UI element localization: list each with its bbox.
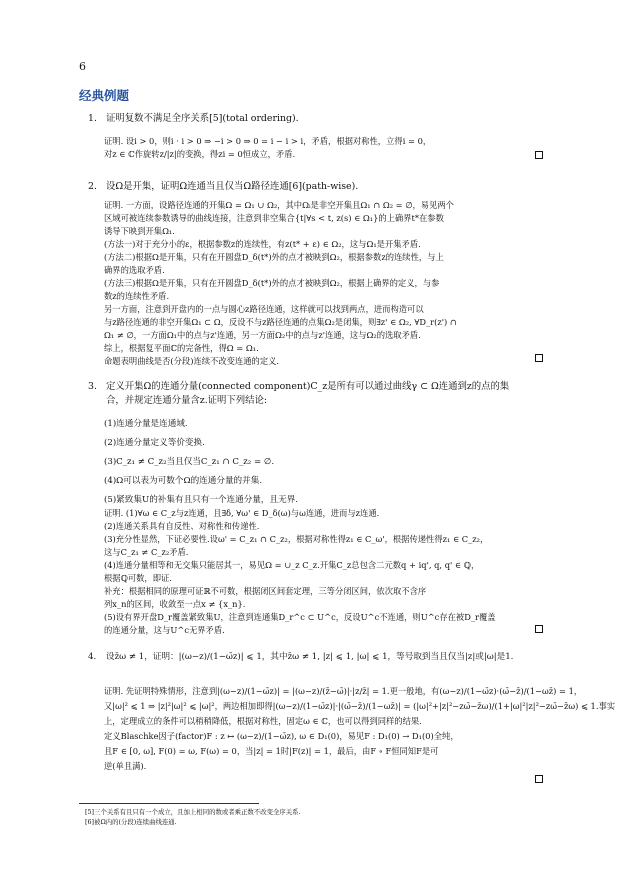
proof-line: 列x_n的区间，收敛至一点x ≠ {x_n}. (104, 599, 246, 609)
proof-line: 区域可被连续参数诱导的曲线连接，注意到非空集合{t|∀s < t, z(s) ∈ Ω₁}的上确界t*在参数 (104, 213, 444, 223)
problem-1-statement (88, 112, 299, 126)
problem-4-statement (88, 650, 513, 664)
claim-item: (1)连通分量是连通域. (104, 419, 188, 429)
problem-text: 定义开集Ω的连通分量(connected component)C_z是所有可以通过曲线γ ⊂ Ω连通到z的点的集 (106, 381, 510, 392)
footnote-6: [6]被Ω内的(分段)连续曲线连通. (85, 818, 177, 826)
problem-3-statement (88, 380, 509, 408)
proof-line: (4)连通分量相等和无交集只能居其一，易见Ω = ∪_z C_z.开集C_z总包含二元数q + iq', q, q' ∈ ℚ， (104, 560, 480, 570)
qed-box (535, 354, 543, 362)
proof-line: 数z的连续性矛盾. (104, 291, 170, 301)
proof-line: 与z路径连通的非空开集Ω₁ ⊂ Ω，反设不与z路径连通的点集Ω₂是闭集，则∃z' ∈ Ω₂, ∀D_r(z') ∩ (104, 317, 457, 327)
section-title: 经典例题 (79, 88, 130, 103)
proof-line: (方法二)根据Ω是开集，只有在开圆盘D_δ(t*)外的点才被映到Ω₂，根据参数z的连续性，与上 (104, 252, 444, 262)
proof-line: 诱导下映到开集Ω₁. (104, 226, 175, 236)
proof-line: (3)充分性显然，下证必要性.设ω' = C_z₁ ∩ C_z₂，根据对称性得z₁ ∈ C_ω'，根据传递性得z₁ ∈ C_z₂， (104, 534, 489, 544)
proof-line: (方法三)根据Ω是开集，只有在开圆盘D_δ(t*)外的点才被映到Ω₂，根据上确界的定义，与参 (104, 278, 440, 288)
proof-line: 逆(单且满). (104, 761, 147, 771)
proof-line: 补充：根据相同的原理可证ℝ不可数，根据闭区间套定理，三等分闭区间，依次取不含序 (104, 586, 427, 596)
claim-item: (3)C_z₁ ≠ C_z₂当且仅当C_z₁ ∩ C_z₂ = ∅. (104, 457, 275, 467)
proof-line: 证明. 先证明特殊情形，注意到|(ω−z)/(1−ω̄z)| = |(ω−z)/(z̄−ω̄)|·|z/z̄| = 1.更一般地，有(ω−z)/(1−ω̄z)·(ω̄−z̄)/(1−ωz̄) = 1， (104, 686, 583, 696)
problem-4-proof (104, 684, 616, 774)
proof-line: 确界的选取矛盾. (104, 265, 165, 275)
problem-3-items (104, 417, 298, 512)
claim-item: (4)Ω可以表为可数个Ω的连通分量的并集. (104, 476, 263, 486)
problem-number: 2. (88, 181, 97, 192)
proof-line: (2)连通关系具有自反性、对称性和传递性. (104, 521, 260, 531)
proof-line: 证明. (1)∀ω ∈ C_z与z连通，且∃δ, ∀ω' ∈ D_δ(ω)与ω连通，进而与z连通. (104, 508, 380, 518)
proof-line: 且F ∈ [0, ω], F(0) = ω, F(ω) = 0，当|z| = 1时|F(z)| = 1，最后，由F ∘ F恒同知F是可 (104, 746, 439, 756)
proof-line: (5)设有界开盘D_r覆盖紧致集U，注意到连通集D_r^c ⊂ U^c，反设U^c不连通，则U^c存在被D_r覆盖 (104, 612, 496, 622)
proof-line: 根据ℚ可数，即证. (104, 573, 172, 583)
proof-line: 证明. 一方面，设路径连通的开集Ω = Ω₁ ∪ Ω₂，其中Ωᵢ是非空开集且Ω₁ ∩ Ω₂ = ∅，易见两个 (104, 200, 454, 210)
page-number: 6 (79, 60, 86, 73)
problem-text: 设z̄ω ≠ 1，证明：|(ω−z)/(1−ω̄z)| ⩽ 1，其中z̄ω ≠ 1, |z| ⩽ 1, |ω| ⩽ 1，等号取到当且仅当|z|或|ω|是1. (106, 652, 514, 662)
qed-box (535, 151, 543, 159)
footnote-5: [5]三个关系有且只有一个成立，且加上相同的数或者乘正数不改变全序关系. (85, 808, 301, 816)
proof-line: 对z ∈ ℂ作旋转z/|z|的变换，得zi = 0恒成立，矛盾. (104, 149, 296, 159)
proof-line: (方法一)对于充分小的ε，根据参数z的连续性，有z(t* + ε) ∈ Ω₂，这与Ω₁是开集矛盾. (104, 239, 421, 249)
proof-line: 命题表明曲线是否(分段)连续不改变连通的定义. (104, 356, 280, 366)
proof-line: 综上，根据复平面ℂ的完备性，得Ω = Ω₁. (104, 343, 259, 353)
proof-line: 定义Blaschke因子(factor)F : z ↦ (ω−z)/(1−ω̄z), ω ∈ D₁(0)，易见F : D₁(0) → D₁(0)全纯， (104, 731, 459, 741)
claim-item: (2)连通分量定义等价变换. (104, 438, 205, 448)
problem-1-proof (104, 135, 544, 161)
problem-text: 设Ω是开集，证明Ω连通当且仅当Ω路径连通[6](path-wise). (106, 181, 359, 192)
problem-number: 4. (88, 652, 97, 662)
proof-line: Ω₁ ≠ ∅，一方面Ω₁中的点与z'连通，另一方面Ω₂中的点与z'连通，这与Ω₂的选取矛盾. (104, 330, 421, 340)
problem-2-statement (88, 180, 358, 194)
qed-box (535, 625, 543, 633)
claim-item: (5)紧致集U的补集有且只有一个连通分量，且无界. (104, 495, 299, 505)
qed-box (535, 775, 543, 783)
proof-line: 的连通分量，这与U^c无界矛盾. (104, 625, 225, 635)
problem-text: 证明复数不满足全序关系[5](total ordering). (106, 113, 299, 124)
problem-number: 1. (88, 113, 97, 124)
proof-line: 证明. 设i > 0，则i · i > 0 ⇒ −i > 0 ⇒ 0 = i − i > i，矛盾，根据对称性，立得i = 0， (104, 136, 432, 146)
footnote-rule (79, 803, 259, 804)
problem-3-proof (104, 507, 544, 637)
problem-text: 合，并规定连通分量含z.证明下列结论: (106, 395, 268, 406)
proof-line: 又|ω|² ⩽ 1 ⇒ |z|²|ω|² ⩽ |ω|²，两边相加即得|(ω−z)/(1−ω̄z)|·|(ω̄−z̄)/(1−ωz̄)| = (|ω|²+|z|²−zω̄−z̄ω)/(1+|ω|²|z|²−zω̄−z̄ω) ⩽ 1.事实 (104, 701, 616, 711)
proof-line: 上，定理成立的条件可以稍稍降低，根据对称性，固定ω ∈ ℂ，也可以得到同样的结果. (104, 716, 422, 726)
proof-line: 这与C_z₁ ≠ C_z₂矛盾. (104, 547, 189, 557)
problem-number: 3. (88, 381, 97, 392)
proof-line: 另一方面，注意到开盘内的一点与圆心z路径连通，这样就可以找到两点，进而构造可以 (104, 304, 424, 314)
problem-2-proof (104, 199, 544, 368)
